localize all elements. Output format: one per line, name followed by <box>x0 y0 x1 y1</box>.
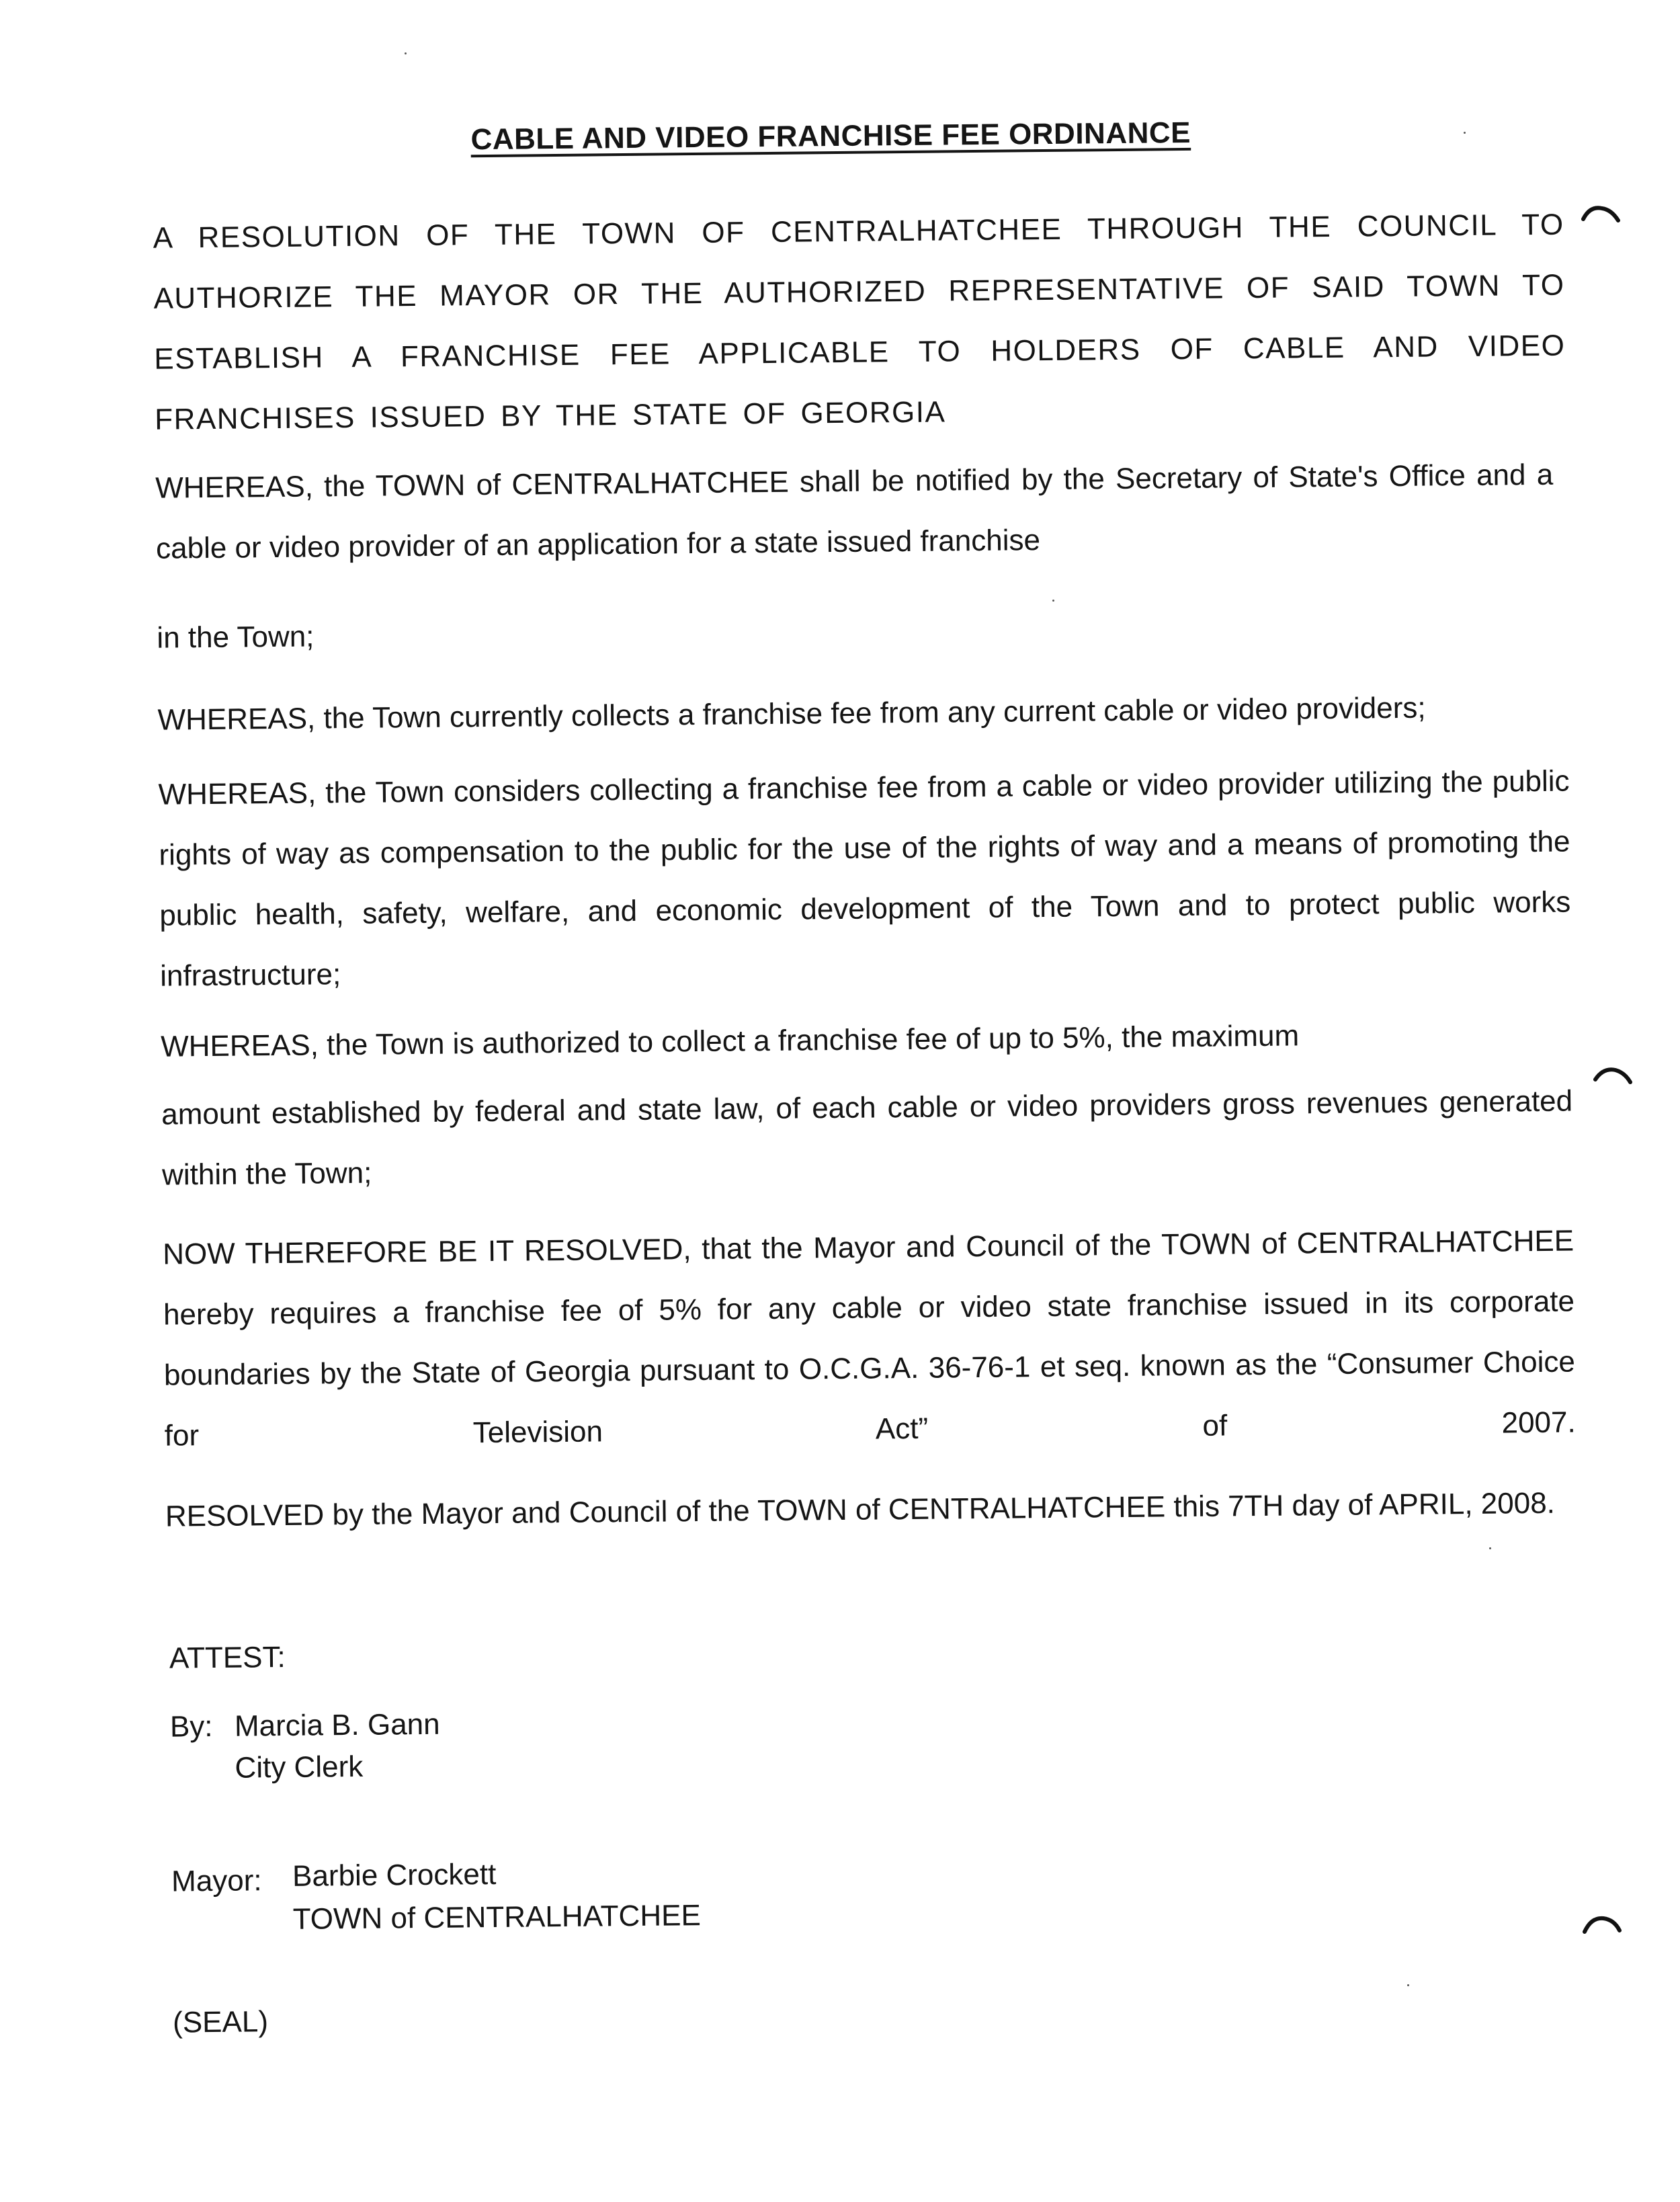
binder-hole-mark-top <box>1581 203 1621 223</box>
whereas-notification-continued: in the Town; <box>157 620 314 655</box>
scan-speck <box>1052 600 1054 602</box>
scan-speck <box>1489 1547 1491 1549</box>
clerk-name: Marcia B. Gann <box>234 1707 440 1743</box>
whereas-rights-of-way-paragraph: WHEREAS, the Town considers collecting a franchise fee from a cable or video provider utilizing the public rights of way as compensation to the public for the use of the rights of way and a means of promoting the public health, safety, welfare, and economic development of the Town and to protect public works infrastructure; <box>158 764 1571 993</box>
resolution-line-2: AUTHORIZE THE MAYOR OR THE AUTHORIZED REPRESENTATIVE OF SAID TOWN TO <box>153 268 1565 315</box>
clerk-title: City Clerk <box>235 1750 364 1785</box>
resolved-requirement-paragraph: NOW THEREFORE BE IT RESOLVED, that the Mayor and Council of the TOWN of CENTRALHATCHEE hereby requires a franchise fee of 5% for any cable or video state franchise issued in its corporate boundaries by the State of Georgia pursuant to O.C.G.A. 36-76-1 et seq. known as the “Consumer Choice for Television Act” of 2007. <box>162 1224 1576 1453</box>
seal-label: (SEAL) <box>172 2005 269 2039</box>
scan-speck <box>1464 132 1466 134</box>
by-label: By: <box>169 1710 213 1744</box>
whereas-maximum-amount-paragraph: amount established by federal and state law, of each cable or video providers gross revenues generated within the Town; <box>161 1084 1573 1192</box>
mayor-organization: TOWN of CENTRALHATCHEE <box>292 1899 702 1936</box>
document-title: CABLE AND VIDEO FRANCHISE FEE ORDINANCE <box>470 116 1191 157</box>
scan-speck <box>1407 1984 1409 1986</box>
resolution-line-1: A RESOLUTION OF THE TOWN OF CENTRALHATCHEE THROUGH THE COUNCIL TO <box>153 208 1564 255</box>
whereas-authorized-paragraph: WHEREAS, the Town is authorized to collect a franchise fee of up to 5%, the maximum <box>161 1019 1300 1063</box>
resolution-line-4: FRANCHISES ISSUED BY THE STATE OF GEORGIA <box>155 395 946 436</box>
resolution-line-3: ESTABLISH A FRANCHISE FEE APPLICABLE TO HOLDERS OF CABLE AND VIDEO <box>154 329 1566 376</box>
mayor-label: Mayor: <box>171 1864 262 1898</box>
binder-hole-mark-middle <box>1593 1065 1633 1085</box>
attest-label: ATTEST: <box>169 1640 286 1675</box>
whereas-notification-paragraph: WHEREAS, the TOWN of CENTRALHATCHEE shall be notified by the Secretary of State's Office and a cable or video provider of an application for a state issued franchise <box>155 458 1554 565</box>
resolution-heading <box>153 195 1566 450</box>
mayor-name: Barbie Crockett <box>292 1857 497 1893</box>
whereas-current-fee-paragraph: WHEREAS, the Town currently collects a franchise fee from any current cable or video providers; <box>157 691 1426 737</box>
binder-hole-mark-bottom <box>1582 1914 1622 1934</box>
scan-speck <box>405 52 407 54</box>
resolved-date-paragraph: RESOLVED by the Mayor and Council of the TOWN of CENTRALHATCHEE this 7TH day of APRIL, 2008. <box>165 1486 1556 1533</box>
